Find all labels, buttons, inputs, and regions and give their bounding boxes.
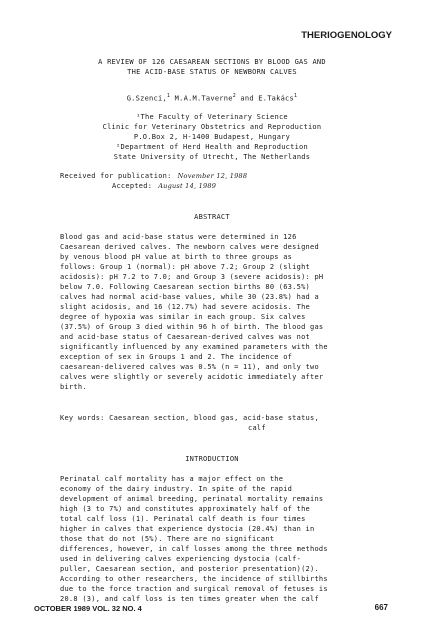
abstract-line: Blood gas and acid-base status were determined in 126: [60, 233, 297, 241]
page-number: 667: [374, 603, 388, 612]
abstract-line: below 7.0. Following Caesarean section births 80 (63.5%): [60, 283, 311, 291]
received-label: Received for publication:: [60, 172, 172, 180]
author-affiliation-mark: 2: [232, 93, 236, 99]
abstract-line: calves were slightly or severely acidotic immediately after: [60, 373, 324, 381]
introduction-line: total calf loss (1). Perinatal calf death is four times: [60, 515, 306, 523]
title-line: A REVIEW OF 126 CAESAREAN SECTIONS BY BLOOD GAS AND: [98, 58, 326, 66]
affiliations: [44, 112, 380, 162]
abstract-line: by venous blood pH value at birth to three groups as: [60, 253, 293, 261]
abstract-line: slight acidosis, and 16 (12.7%) had severe acidosis. The: [60, 303, 311, 311]
journal-name: THERIOGENOLOGY: [301, 30, 392, 41]
accepted-label: Accepted:: [112, 182, 153, 190]
abstract-line: birth.: [60, 383, 87, 391]
abstract-line: exception of sex in Groups 1 and 2. The incidence of: [60, 353, 293, 361]
abstract-line: follows: Group 1 (normal): pH above 7.2; Group 2 (slight: [60, 263, 311, 271]
abstract-line: significantly influenced by any examined parameters with the: [60, 343, 328, 351]
keywords-list: Caesarean section, blood gas, acid-base status,: [109, 414, 319, 422]
introduction-line: used in delivering calves experiencing dystocia (calf-: [60, 555, 302, 563]
introduction-line: high (3 to 7%) and constitutes approximately half of the: [60, 505, 311, 513]
article-title: [44, 57, 380, 77]
introduction-line: due to the force traction and surgical removal of fetuses is: [60, 585, 328, 593]
received-date: November 12, 1988: [177, 172, 248, 180]
author-name: M.A.M.Taverne: [174, 94, 233, 103]
abstract-line: acidosis): pH 7.2 to 7.0; and Group 3 (severe acidosis): pH: [60, 273, 324, 281]
issue-info: OCTOBER 1989 VOL. 32 NO. 4: [34, 604, 142, 613]
keywords-list-continued: calf: [248, 424, 266, 432]
introduction-line: differences, however, in calf losses among the three methods: [60, 545, 328, 553]
author-name: G.Szenci,: [126, 94, 167, 103]
abstract-line: Caesarean derived calves. The newborn calves were designed: [60, 243, 319, 251]
abstract-line: caesarean-delivered calves was 0.5% (n = 11), and only two: [60, 363, 319, 371]
abstract-heading: ABSTRACT: [194, 213, 230, 221]
introduction-line: development of animal breeding, perinatal mortality remains: [60, 495, 324, 503]
keywords-label: Key words:: [60, 414, 105, 422]
abstract-body: [60, 232, 360, 392]
affiliation-line: State University of Utrecht, The Netherlands: [113, 153, 311, 161]
abstract-line: (37.5%) of Group 3 died within 96 h of birth. The blood gas: [60, 323, 324, 331]
introduction-line: economy of the dairy industry. In spite of the rapid: [60, 485, 293, 493]
abstract-line: calves had normal acid-base values, while 30 (23.8%) had a: [60, 293, 319, 301]
author-affiliation-mark: 1: [166, 93, 171, 99]
affiliation-line: P.O.Box 2, H-1400 Budapest, Hungary: [133, 133, 291, 141]
abstract-line: degree of hypoxia was similar in each group. Six calves: [60, 313, 306, 321]
introduction-body: [60, 474, 360, 604]
author-affiliation-mark: 1: [294, 93, 298, 99]
introduction-line: 20.8 (3), and calf loss is ten times greater when the calf: [60, 595, 319, 603]
introduction-line: Perinatal calf mortality has a major effect on the: [60, 475, 284, 483]
affiliation-line: Clinic for Veterinary Obstetrics and Reproduction: [102, 123, 322, 131]
introduction-line: puller, Caesarean section, and posterior presentation)(2).: [60, 565, 319, 573]
introduction-heading: INTRODUCTION: [185, 455, 239, 463]
affiliation-line: ²Department of Herd Health and Reproduction: [116, 143, 308, 151]
keywords: [60, 413, 360, 433]
title-line: THE ACID-BASE STATUS OF NEWBORN CALVES: [127, 68, 297, 76]
accepted-date: August 14, 1989: [158, 182, 217, 190]
introduction-line: those that do not (5%). There are no significant: [60, 535, 275, 543]
introduction-line: higher in calves that experience dystocia (20.4%) than in: [60, 525, 315, 533]
publication-dates: [60, 171, 247, 191]
abstract-line: and acid-base status of Caesarean-derived calves was not: [60, 333, 311, 341]
author-line: [44, 93, 380, 102]
introduction-line: According to other researchers, the incidence of stillbirths: [60, 575, 328, 583]
affiliation-line: ¹The Faculty of Veterinary Science: [136, 113, 288, 121]
author-name: and E.Takács: [235, 94, 294, 103]
